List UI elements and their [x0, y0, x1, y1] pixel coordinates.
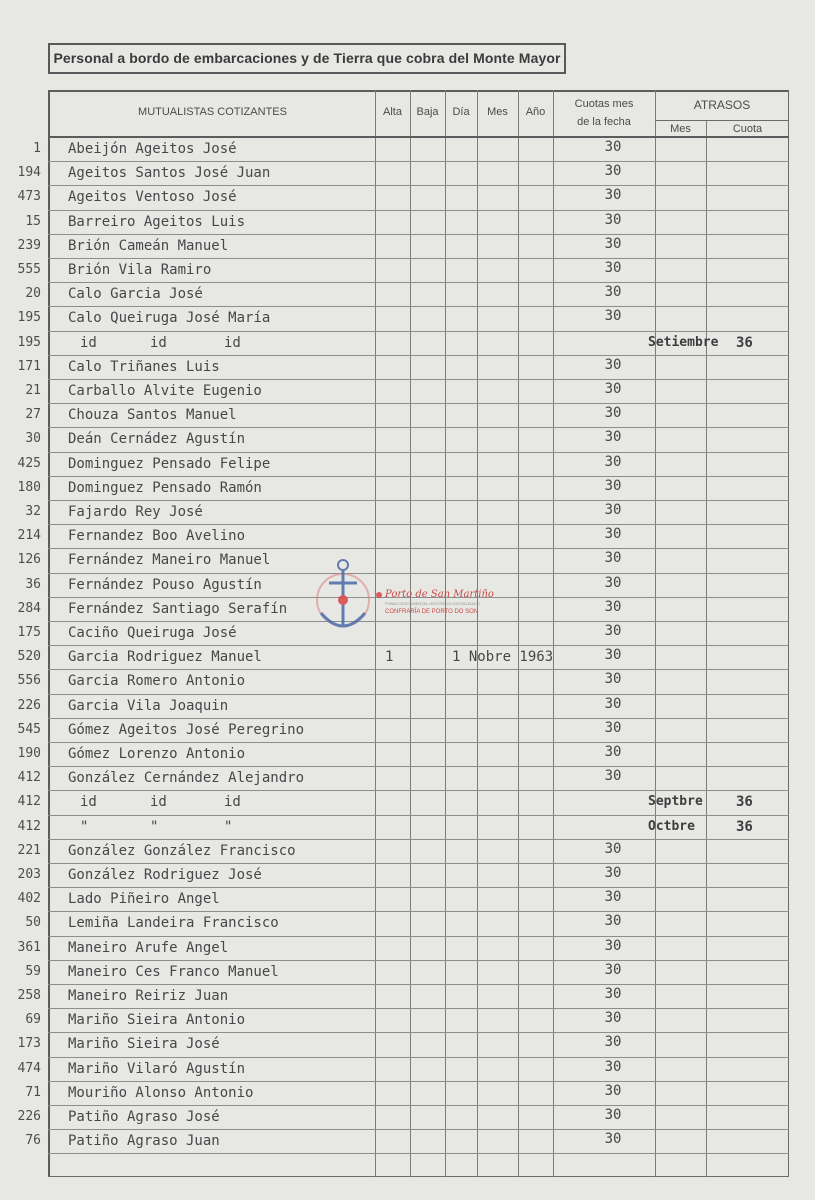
cuota-value: 30: [604, 1034, 622, 1051]
ditto-mark: ": [224, 818, 233, 835]
cuota-value: 30: [604, 719, 622, 736]
col-divider-atrasos: [655, 90, 656, 1177]
member-name: Garcia Rodriguez Manuel: [68, 649, 262, 666]
cuota-value: 30: [604, 405, 622, 422]
row-line: [48, 694, 789, 695]
member-number: 76: [25, 1133, 41, 1149]
row-line: [48, 936, 789, 937]
atraso-mes: Octbre: [648, 818, 695, 834]
member-name: Brión Cameán Manuel: [68, 237, 229, 254]
cuota-value: 30: [604, 235, 622, 252]
row-line: [48, 1008, 789, 1009]
stamp-text-sub: FONDO DOCUMENTAL HISTÓRICO DIGITALIZADO: [385, 601, 481, 606]
member-name: Deán Cernádez Agustín: [68, 431, 246, 448]
cuota-value: 30: [604, 1107, 622, 1123]
row-line: [48, 1032, 789, 1033]
col-divider-cuotas: [553, 90, 554, 1177]
cuota-value: 30: [604, 211, 622, 228]
member-name: Mariño Sieira José: [68, 1036, 220, 1053]
member-number: 32: [25, 504, 41, 519]
row-line: [48, 766, 789, 767]
member-name: Barreiro Ageitos Luis: [68, 213, 246, 230]
cuota-value: 30: [604, 671, 622, 688]
member-name: Maneiro Arufe Angel: [68, 939, 229, 956]
member-name: Fernández Santiago Serafín: [68, 600, 288, 617]
member-number: 473: [17, 189, 41, 205]
row-line: [48, 548, 789, 549]
row-line: [48, 258, 789, 259]
member-number: 194: [17, 165, 41, 181]
cuota-value: 30: [604, 453, 622, 470]
member-name: González Rodriguez José: [68, 867, 262, 883]
cuota-value: 30: [604, 284, 622, 301]
row-line: [48, 427, 789, 428]
anchor-stamp-icon: [313, 555, 503, 645]
ditto-mark: id: [150, 794, 167, 811]
row-line: [48, 355, 789, 356]
cuota-value: 30: [604, 744, 622, 760]
row-line: [48, 645, 789, 646]
cuota-value: 30: [604, 477, 622, 494]
member-name: Garcia Romero Antonio: [68, 673, 246, 690]
member-number: 402: [17, 891, 41, 907]
row-line: [48, 1105, 789, 1106]
cuota-value: 30: [604, 1058, 622, 1075]
member-number: 27: [25, 407, 41, 423]
cuota-value: 30: [604, 1010, 622, 1027]
row-line: [48, 1057, 789, 1058]
header-mutualistas: MUTUALISTAS COTIZANTES: [138, 106, 287, 118]
member-number: 180: [17, 479, 41, 495]
cuota-value: 30: [604, 502, 622, 518]
member-number: 195: [17, 334, 41, 350]
member-name: Patiño Agraso José: [68, 1109, 220, 1125]
member-name: Carballo Alvite Eugenio: [68, 383, 262, 399]
member-number: 50: [25, 915, 41, 931]
stamp-text-org: CONFRARÍA DE PORTO DO SON: [385, 609, 479, 615]
atraso-mes: Septbre: [648, 794, 703, 810]
header-atrasos-cuota: Cuota: [732, 123, 763, 135]
cuota-value: 30: [604, 526, 622, 543]
header-bottom-line: [48, 136, 789, 138]
ditto-mark: id: [224, 794, 241, 811]
member-number: 71: [25, 1084, 41, 1100]
row-line: [48, 403, 789, 404]
member-number: 545: [17, 721, 41, 737]
row-line: [48, 452, 789, 453]
cuota-value: 30: [604, 429, 622, 446]
member-name: Patiño Agraso Juan: [68, 1133, 220, 1150]
header-cuotas-line2: de la fecha: [577, 116, 631, 128]
header-mes: Mes: [487, 106, 508, 118]
member-number: 69: [25, 1012, 41, 1028]
cuota-value: 30: [604, 647, 622, 664]
row-line: [48, 790, 789, 791]
member-number: 226: [17, 1109, 41, 1124]
header-baja: Baja: [416, 106, 439, 118]
header-alta: Alta: [383, 106, 402, 118]
col-divider-atrasos-cuota: [706, 121, 707, 1177]
row-line: [48, 500, 789, 501]
member-number: 59: [25, 963, 41, 979]
member-name: Fernández Maneiro Manuel: [68, 552, 271, 569]
member-name: Calo Garcia José: [68, 286, 203, 303]
member-number: 284: [17, 600, 41, 616]
row-line: [48, 718, 789, 719]
ditto-mark: id: [150, 334, 167, 351]
member-name: Mariño Vilaró Agustín: [68, 1060, 246, 1077]
row-line: [48, 524, 789, 525]
member-name: Ageitos Santos José Juan: [68, 165, 271, 182]
cuota-value: 30: [604, 550, 622, 567]
member-number: 221: [17, 842, 41, 858]
member-name: Caciño Queiruga José: [68, 625, 237, 641]
ditto-mark: ": [150, 818, 159, 835]
alta-value: 1: [385, 649, 394, 666]
document-title: Personal a bordo de embarcaciones y de Tierra que cobra del Monte Mayor: [48, 43, 566, 74]
member-number: 555: [17, 262, 41, 277]
row-line: [48, 742, 789, 743]
member-number: 1: [33, 141, 41, 156]
atraso-cuota: 36: [736, 794, 753, 811]
row-line: [48, 306, 789, 307]
member-number: 556: [17, 673, 41, 689]
cuota-value: 30: [604, 986, 622, 1002]
member-name: Garcia Vila Joaquin: [68, 697, 229, 714]
member-number: 171: [17, 358, 41, 374]
cuota-value: 30: [604, 623, 622, 639]
row-line: [48, 911, 789, 912]
atraso-mes: Setiembre: [648, 334, 719, 350]
member-number: 20: [25, 286, 41, 302]
row-line: [48, 1129, 789, 1130]
member-number: 30: [25, 431, 41, 447]
row-line: [48, 887, 789, 888]
member-name: Gómez Lorenzo Antonio: [68, 746, 246, 762]
member-name: González González Francisco: [68, 842, 296, 859]
member-name: Gómez Ageitos José Peregrino: [68, 721, 305, 738]
row-line: [48, 185, 789, 186]
header-atrasos-mes: Mes: [670, 123, 691, 135]
member-number: 190: [17, 746, 41, 761]
member-name: Ageitos Ventoso José: [68, 189, 237, 206]
stamp-text-main: Porto de San Martiño: [385, 589, 494, 600]
header-atrasos: ATRASOS: [693, 98, 751, 112]
cuota-value: 30: [604, 961, 622, 978]
member-number: 361: [17, 939, 41, 955]
ditto-mark: id: [224, 334, 241, 351]
header-dia: Día: [452, 106, 470, 118]
cuota-value: 30: [604, 937, 622, 954]
member-name: Calo Queiruga José María: [68, 310, 271, 327]
cuota-value: 30: [604, 356, 622, 373]
cuota-value: 30: [604, 598, 622, 615]
cuota-value: 30: [604, 695, 622, 712]
member-name: Mouriño Alonso Antonio: [68, 1084, 254, 1101]
member-name: Chouza Santos Manuel: [68, 407, 237, 424]
member-number: 412: [17, 770, 41, 786]
row-line: [48, 234, 789, 235]
atrasos-subheader-line: [655, 120, 789, 121]
member-number: 425: [17, 455, 41, 471]
cuota-value: 30: [604, 381, 622, 397]
member-number: 412: [17, 818, 41, 834]
ditto-mark: id: [80, 794, 97, 811]
row-line: [48, 839, 789, 840]
cuota-value: 30: [604, 865, 622, 881]
member-number: 258: [17, 988, 41, 1003]
cuota-value: 30: [604, 840, 622, 857]
cuota-value: 30: [604, 260, 622, 276]
alta-date: 1 Nobre 1963: [452, 649, 554, 666]
cuota-value: 30: [604, 889, 622, 906]
member-name: Maneiro Reiriz Juan: [68, 988, 229, 1004]
cuota-value: 30: [604, 308, 622, 325]
ditto-mark: id: [80, 334, 97, 351]
row-line: [48, 1153, 789, 1154]
member-number: 520: [17, 649, 41, 665]
member-number: 15: [25, 213, 41, 229]
member-number: 173: [17, 1036, 41, 1052]
member-number: 21: [25, 383, 41, 398]
member-name: Fernández Pouso Agustín: [68, 576, 262, 593]
member-number: 474: [17, 1060, 41, 1076]
member-name: Mariño Sieira Antonio: [68, 1012, 246, 1029]
atraso-cuota: 36: [736, 818, 753, 835]
row-line: [48, 960, 789, 961]
member-name: Lemiña Landeira Francisco: [68, 915, 279, 932]
member-number: 195: [17, 310, 41, 326]
cuota-value: 30: [604, 163, 622, 180]
member-name: Lado Piñeiro Angel: [68, 891, 220, 908]
member-name: Calo Triñanes Luis: [68, 358, 220, 375]
member-number: 214: [17, 528, 41, 544]
header-cuotas-line1: Cuotas mes: [574, 98, 634, 110]
cuota-value: 30: [604, 1082, 622, 1099]
row-line: [48, 379, 789, 380]
member-name: Dominguez Pensado Ramón: [68, 479, 262, 496]
member-name: Dominguez Pensado Felipe: [68, 455, 271, 472]
row-line: [48, 476, 789, 477]
cuota-value: 30: [604, 913, 622, 930]
member-name: Maneiro Ces Franco Manuel: [68, 963, 279, 980]
row-line: [48, 984, 789, 985]
atraso-cuota: 36: [736, 334, 753, 351]
member-number: 239: [17, 237, 41, 253]
header-anio: Año: [525, 106, 546, 118]
cuota-value: 30: [604, 574, 622, 591]
member-name: González Cernández Alejandro: [68, 770, 305, 787]
member-number: 203: [17, 867, 41, 882]
cuota-value: 30: [604, 1131, 622, 1148]
cuota-value: 30: [604, 768, 622, 785]
row-line: [48, 863, 789, 864]
member-number: 226: [17, 697, 41, 713]
member-name: Brión Vila Ramiro: [68, 262, 212, 278]
member-name: Fernandez Boo Avelino: [68, 528, 246, 545]
member-number: 126: [17, 552, 41, 568]
member-number: 412: [17, 794, 41, 810]
cuota-value: 30: [604, 187, 622, 204]
row-line: [48, 669, 789, 670]
member-name: Abeijón Ageitos José: [68, 141, 237, 157]
row-line: [48, 210, 789, 211]
member-name: Fajardo Rey José: [68, 504, 203, 520]
row-line: [48, 282, 789, 283]
row-line: [48, 331, 789, 332]
row-line: [48, 1081, 789, 1082]
member-number: 175: [17, 625, 41, 640]
row-line: [48, 815, 789, 816]
col-divider-anio: [518, 90, 519, 1177]
row-line: [48, 161, 789, 162]
member-number: 36: [25, 576, 41, 592]
cuota-value: 30: [604, 139, 622, 155]
ditto-mark: ": [80, 818, 89, 835]
